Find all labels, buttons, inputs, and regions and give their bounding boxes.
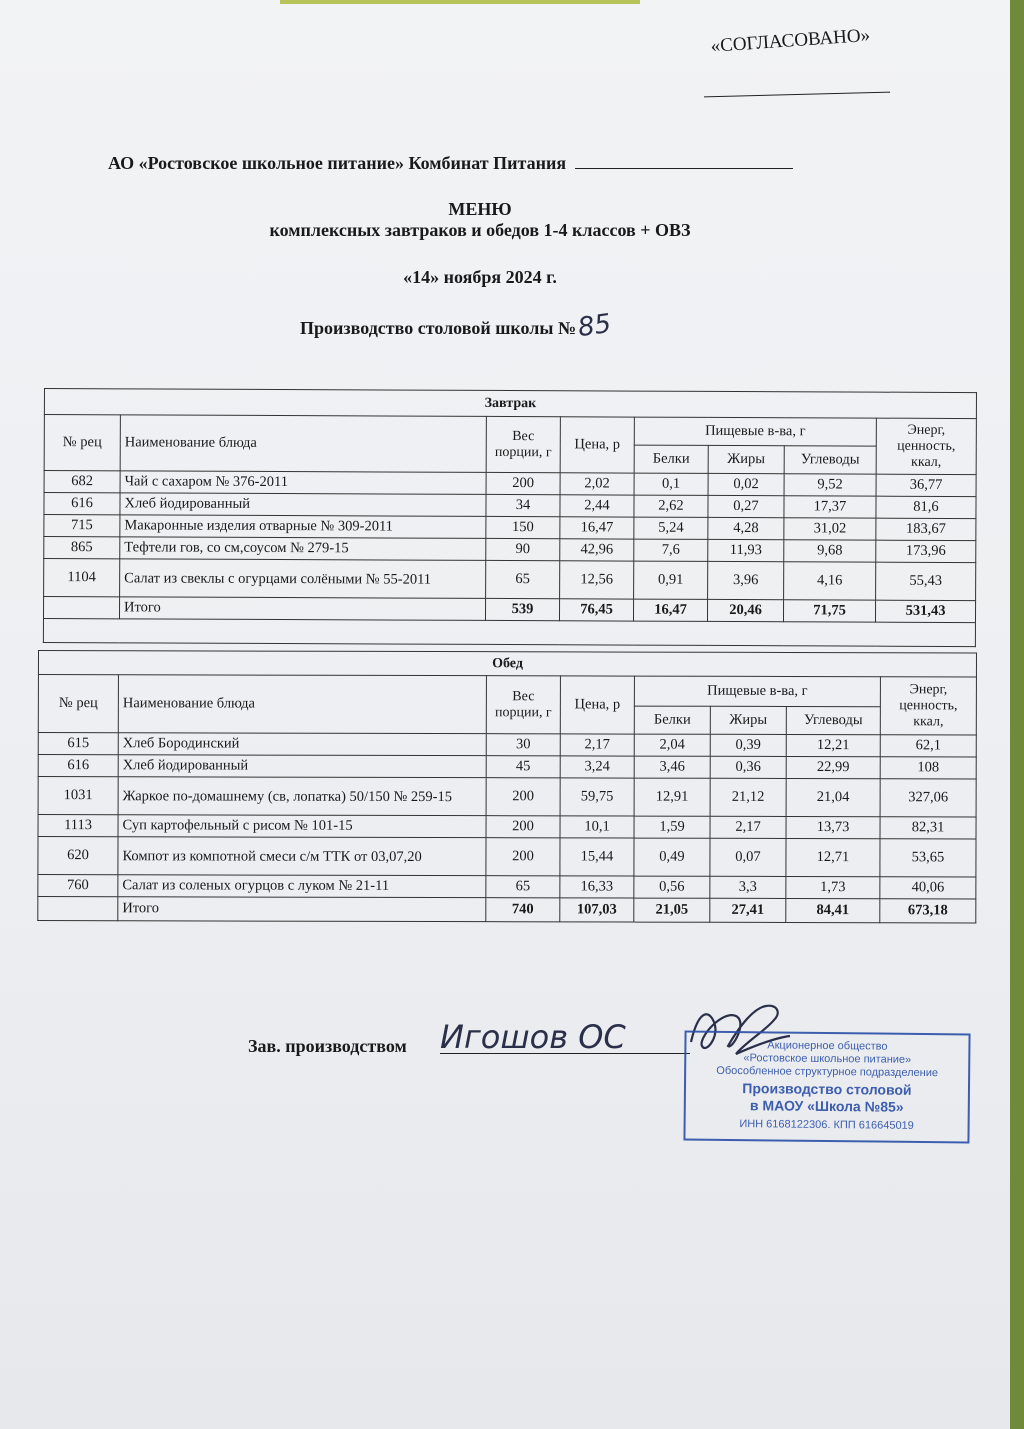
- stamp-line-6: ИНН 6168122306. КПП 616645019: [739, 1118, 914, 1132]
- cell-name: Тефтели гов, со см,соусом № 279-15: [120, 537, 486, 561]
- total-protein: 16,47: [633, 599, 707, 621]
- organization-blank-line: [575, 154, 793, 169]
- col-fat: Жиры: [708, 445, 784, 473]
- total-label: Итого: [118, 897, 486, 922]
- cell-weight: 200: [486, 472, 560, 494]
- col-nutrients: Пищевые в-ва, г: [634, 417, 876, 446]
- cell-rec: 1031: [38, 777, 118, 815]
- breakfast-table: [43, 388, 977, 647]
- lunch-table: [37, 650, 977, 923]
- total-empty-cell: [38, 897, 118, 921]
- cell-weight: 200: [486, 816, 560, 838]
- cell-energy: 108: [880, 757, 976, 779]
- total-weight: 539: [485, 598, 559, 620]
- cell-protein: 12,91: [634, 778, 710, 816]
- cell-energy: 40,06: [880, 877, 976, 899]
- cell-energy: 327,06: [880, 779, 976, 817]
- organization-line: [108, 153, 793, 174]
- cell-price: 2,17: [560, 734, 634, 756]
- cell-carbs: 21,04: [786, 778, 880, 816]
- cell-rec: 615: [38, 733, 118, 755]
- cell-energy: 55,43: [876, 562, 976, 600]
- cell-weight: 150: [486, 516, 560, 538]
- official-stamp: [683, 1031, 970, 1144]
- cell-fat: 3,96: [708, 561, 784, 599]
- cell-energy: 81,6: [876, 496, 976, 518]
- col-price: Цена, р: [560, 676, 634, 734]
- cell-weight: 200: [486, 778, 560, 816]
- total-protein: 21,05: [634, 898, 710, 922]
- cell-name: Макаронные изделия отварные № 309-2011: [120, 515, 486, 539]
- total-empty-cell: [43, 597, 119, 619]
- cell-carbs: 12,21: [786, 734, 880, 756]
- approval-signature-line: [704, 92, 890, 98]
- cell-weight: 65: [486, 876, 560, 898]
- cell-price: 59,75: [560, 778, 634, 816]
- cell-name: Жаркое по-домашнему (св, лопатка) 50/150 № 259-15: [118, 777, 486, 816]
- cell-rec: 620: [38, 837, 118, 875]
- cell-price: 16,47: [560, 517, 634, 539]
- menu-date: «14» ноября 2024 г.: [403, 267, 557, 287]
- col-name: Наименование блюда: [120, 415, 486, 473]
- col-rec: № рец: [44, 415, 120, 471]
- breakfast-rows: [44, 471, 977, 601]
- cell-fat: 3,3: [710, 876, 786, 898]
- table-row: [38, 815, 976, 839]
- cell-fat: 0,36: [710, 756, 786, 778]
- cell-name: Чай с сахаром № 376-2011: [120, 471, 486, 495]
- cell-price: 2,02: [560, 473, 634, 495]
- table-row: [38, 755, 976, 779]
- cell-protein: 0,49: [634, 838, 710, 876]
- cell-fat: 0,07: [710, 838, 786, 876]
- total-fat: 27,41: [710, 898, 786, 922]
- cell-rec: 616: [38, 755, 118, 777]
- spacer-row: [43, 619, 975, 647]
- cell-protein: 1,59: [634, 816, 710, 838]
- col-weight: Вес порции, г: [486, 676, 560, 734]
- table-row: [38, 837, 976, 877]
- cell-name: Салат из соленых огурцов с луком № 21-11: [118, 875, 486, 898]
- cell-energy: 82,31: [880, 817, 976, 839]
- background-edge: [1010, 0, 1024, 1429]
- manager-label: Зав. производством: [248, 1036, 407, 1056]
- col-protein: Белки: [634, 445, 708, 473]
- cell-energy: 183,67: [876, 518, 976, 540]
- cell-fat: 21,12: [710, 778, 786, 816]
- total-weight: 740: [486, 898, 560, 922]
- cell-carbs: 13,73: [786, 816, 880, 838]
- cell-carbs: 4,16: [784, 562, 876, 600]
- col-carbs: Углеводы: [786, 706, 880, 734]
- cell-carbs: 1,73: [786, 876, 880, 898]
- col-rec: № рец: [38, 675, 118, 733]
- menu-subtitle: комплексных завтраков и обедов 1-4 классов + ОВЗ: [269, 220, 691, 240]
- cell-carbs: 17,37: [784, 496, 876, 518]
- cell-energy: 53,65: [880, 839, 976, 877]
- cell-weight: 200: [486, 838, 560, 876]
- cell-protein: 2,04: [634, 734, 710, 756]
- lunch-section-title: Обед: [38, 651, 976, 677]
- col-energy: Энерг, ценность, ккал,: [880, 677, 976, 735]
- cell-protein: 5,24: [634, 517, 708, 539]
- stamp-line-5: в МАОУ «Школа №85»: [749, 1097, 904, 1115]
- total-carbs: 71,75: [783, 600, 875, 622]
- cell-carbs: 9,52: [784, 474, 876, 496]
- total-energy: 531,43: [875, 600, 975, 622]
- cell-name: Компот из компотной смеси с/м ТТК от 03,07,20: [118, 837, 486, 876]
- cell-protein: 0,91: [634, 561, 708, 599]
- table-row: [38, 733, 976, 757]
- col-nutrients: Пищевые в-ва, г: [634, 676, 880, 707]
- approval-label: «СОГЛАСОВАНО»: [710, 24, 871, 57]
- top-edge-strip: [280, 0, 640, 4]
- col-carbs: Углеводы: [784, 446, 876, 474]
- cell-price: 15,44: [560, 838, 634, 876]
- school-label: Производство столовой школы №: [300, 318, 577, 338]
- menu-title: МЕНЮ: [448, 199, 512, 219]
- cell-energy: 36,77: [876, 474, 976, 496]
- col-fat: Жиры: [710, 706, 786, 734]
- col-energy: Энерг, ценность, ккал,: [876, 418, 976, 474]
- total-fat: 20,46: [707, 599, 783, 621]
- table-row: [44, 559, 976, 601]
- lunch-total-row: [38, 897, 976, 923]
- cell-fat: 0,02: [708, 473, 784, 495]
- cell-name: Салат из свеклы с огурцами солёными № 55-2011: [120, 559, 486, 599]
- cell-price: 12,56: [560, 561, 634, 599]
- cell-weight: 30: [486, 734, 560, 756]
- cell-rec: 715: [44, 515, 120, 537]
- organization-name: АО «Ростовское школьное питание» Комбинат Питания: [108, 153, 567, 173]
- cell-weight: 45: [486, 756, 560, 778]
- cell-weight: 34: [486, 494, 560, 516]
- cell-price: 42,96: [560, 539, 634, 561]
- stamp-line-2: «Ростовское школьное питание»: [743, 1052, 912, 1066]
- cell-price: 16,33: [560, 876, 634, 898]
- cell-rec: 1104: [44, 559, 120, 597]
- cell-energy: 62,1: [880, 735, 976, 757]
- cell-carbs: 9,68: [784, 540, 876, 562]
- school-line: [300, 308, 614, 344]
- cell-name: Хлеб Бородинский: [118, 733, 486, 756]
- cell-protein: 7,6: [634, 539, 708, 561]
- cell-price: 2,44: [560, 495, 634, 517]
- cell-fat: 0,27: [708, 495, 784, 517]
- cell-price: 10,1: [560, 816, 634, 838]
- cell-fat: 4,28: [708, 517, 784, 539]
- col-protein: Белки: [634, 706, 710, 734]
- total-carbs: 84,41: [786, 898, 880, 922]
- total-label: Итого: [119, 597, 485, 621]
- table-row: [38, 875, 976, 899]
- cell-rec: 1113: [38, 815, 118, 837]
- cell-rec: 760: [38, 875, 118, 897]
- table-row: [38, 777, 976, 817]
- cell-rec: 865: [44, 537, 120, 559]
- cell-name: Хлеб йодированный: [118, 755, 486, 778]
- stamp-line-3: Обособленное структурное подразделение: [716, 1064, 939, 1080]
- stamp-line-1: Акционерное общество: [767, 1039, 888, 1053]
- col-price: Цена, р: [560, 417, 634, 473]
- stamp-line-4: Производство столовой: [742, 1080, 912, 1098]
- total-price: 107,03: [560, 898, 634, 922]
- col-name: Наименование блюда: [118, 675, 486, 734]
- school-number-handwritten: 85: [576, 308, 614, 344]
- lunch-rows: [38, 733, 977, 899]
- cell-carbs: 12,71: [786, 838, 880, 876]
- cell-fat: 2,17: [710, 816, 786, 838]
- breakfast-section-title: Завтрак: [44, 389, 976, 419]
- cell-name: Суп картофельный с рисом № 101-15: [118, 815, 486, 838]
- cell-carbs: 22,99: [786, 756, 880, 778]
- cell-rec: 616: [44, 493, 120, 515]
- cell-protein: 2,62: [634, 495, 708, 517]
- cell-price: 3,24: [560, 756, 634, 778]
- cell-energy: 173,96: [876, 540, 976, 562]
- cell-rec: 682: [44, 471, 120, 493]
- signature-text: Игошов ОС: [440, 1018, 626, 1056]
- cell-protein: 0,1: [634, 473, 708, 495]
- cell-protein: 3,46: [634, 756, 710, 778]
- col-weight: Вес порции, г: [486, 416, 560, 472]
- cell-fat: 0,39: [710, 734, 786, 756]
- cell-weight: 90: [486, 538, 560, 560]
- total-price: 76,45: [559, 599, 633, 621]
- total-energy: 673,18: [880, 899, 976, 923]
- cell-fat: 11,93: [708, 539, 784, 561]
- cell-protein: 0,56: [634, 876, 710, 898]
- cell-weight: 65: [486, 560, 560, 598]
- cell-carbs: 31,02: [784, 518, 876, 540]
- cell-name: Хлеб йодированный: [120, 493, 486, 517]
